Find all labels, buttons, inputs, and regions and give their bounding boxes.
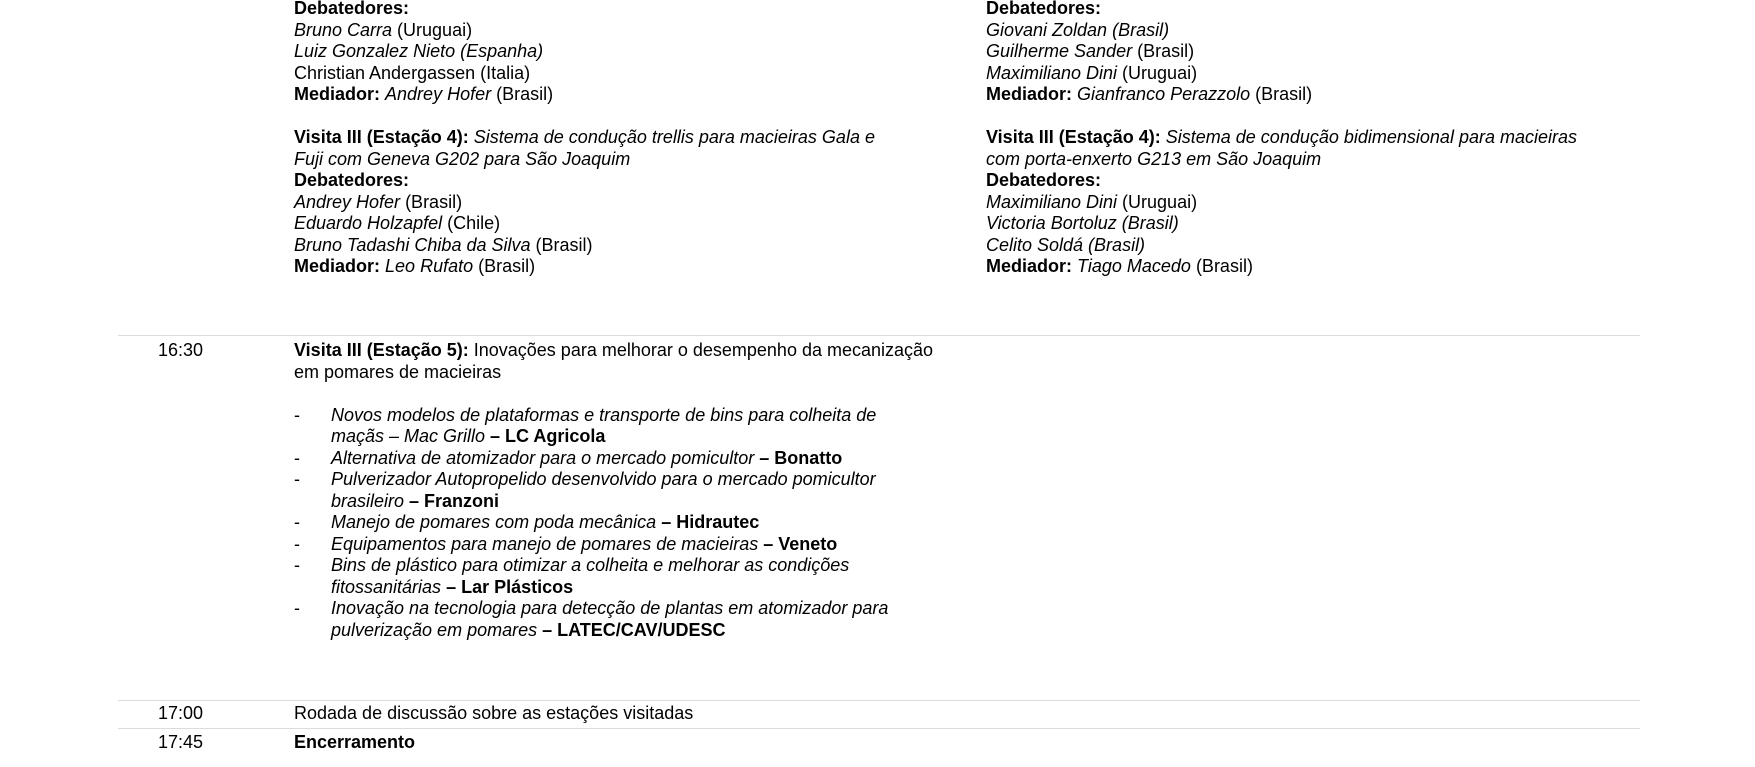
visit-station-4-title: Visita III (Estação 4): Sistema de condução bidimensional para macieiras com porta-enxerto G213 em São Joaquim	[986, 127, 1577, 169]
debater-entry: Bruno Tadashi Chiba da Silva (Brasil)	[294, 234, 593, 255]
time-cell: 17:00	[158, 703, 204, 723]
debater-entry: Christian Andergassen (Italia)	[294, 62, 531, 83]
time-cell: 16:30	[158, 340, 204, 360]
debater-entry: Guilherme Sander (Brasil)	[986, 41, 1195, 61]
left-session-block	[294, 0, 954, 278]
debaters-heading: Debatedores:	[294, 170, 410, 190]
time-cell: 17:45	[158, 732, 204, 752]
debater-entry: Eduardo Holzapfel (Chile)	[294, 213, 501, 233]
visit-station-5-title: Visita III (Estação 5): Inovações para melhorar o desempenho da mecanização em pomares de macieiras	[294, 340, 934, 382]
closing-text: Encerramento	[294, 732, 416, 752]
debaters-heading: Debatedores:	[986, 0, 1102, 18]
list-item: - Equipamentos para manejo de pomares de macieiras – Veneto	[294, 533, 838, 554]
debater-entry: Luiz Gonzalez Nieto (Espanha)	[294, 41, 544, 61]
visit-station-5-block	[294, 340, 954, 641]
mediator-entry: Mediador: Tiago Macedo (Brasil)	[986, 256, 1253, 276]
innovation-list	[294, 405, 954, 642]
right-session-block	[986, 0, 1686, 278]
table-divider	[118, 700, 1640, 701]
list-item: - Inovação na tecnologia para detecção de plantas em atomizador para pulverização em pomares – LATEC/CAV/UDESC	[294, 598, 889, 640]
list-item: - Alternativa de atomizador para o mercado pomicultor – Bonatto	[294, 447, 843, 468]
debaters-heading: Debatedores:	[294, 0, 410, 18]
table-divider	[118, 335, 1640, 336]
debater-entry: Bruno Carra (Uruguai)	[294, 19, 473, 40]
list-item: - Manejo de pomares com poda mecânica – Hidrautec	[294, 512, 760, 532]
debater-entry: Giovani Zoldan (Brasil)	[986, 19, 1170, 40]
list-item: - Pulverizador Autopropelido desenvolvido para o mercado pomicultor brasileiro – Franzoni	[294, 469, 876, 511]
mediator-entry: Mediador: Leo Rufato (Brasil)	[294, 256, 536, 276]
debater-entry: Maximiliano Dini (Uruguai)	[986, 191, 1198, 212]
debater-entry: Victoria Bortoluz (Brasil)	[986, 213, 1179, 233]
debater-entry: Celito Soldá (Brasil)	[986, 234, 1146, 255]
debaters-heading: Debatedores:	[986, 170, 1102, 190]
mediator-entry: Mediador: Andrey Hofer (Brasil)	[294, 84, 554, 104]
discussion-round-text: Rodada de discussão sobre as estações visitadas	[294, 703, 694, 723]
list-item: - Novos modelos de plataformas e transporte de bins para colheita de maçãs – Mac Grillo – LC Agricola	[294, 404, 877, 446]
debater-entry: Andrey Hofer (Brasil)	[294, 191, 463, 212]
debater-entry: Maximiliano Dini (Uruguai)	[986, 62, 1198, 83]
list-item: - Bins de plástico para otimizar a colheita e melhorar as condições fitossanitárias – Lar Plásticos	[294, 555, 850, 597]
visit-station-4-title: Visita III (Estação 4): Sistema de condução trellis para macieiras Gala e Fuji com Geneva G202 para São Joaquim	[294, 127, 875, 169]
table-divider	[118, 728, 1640, 729]
mediator-entry: Mediador: Gianfranco Perazzolo (Brasil)	[986, 84, 1313, 104]
